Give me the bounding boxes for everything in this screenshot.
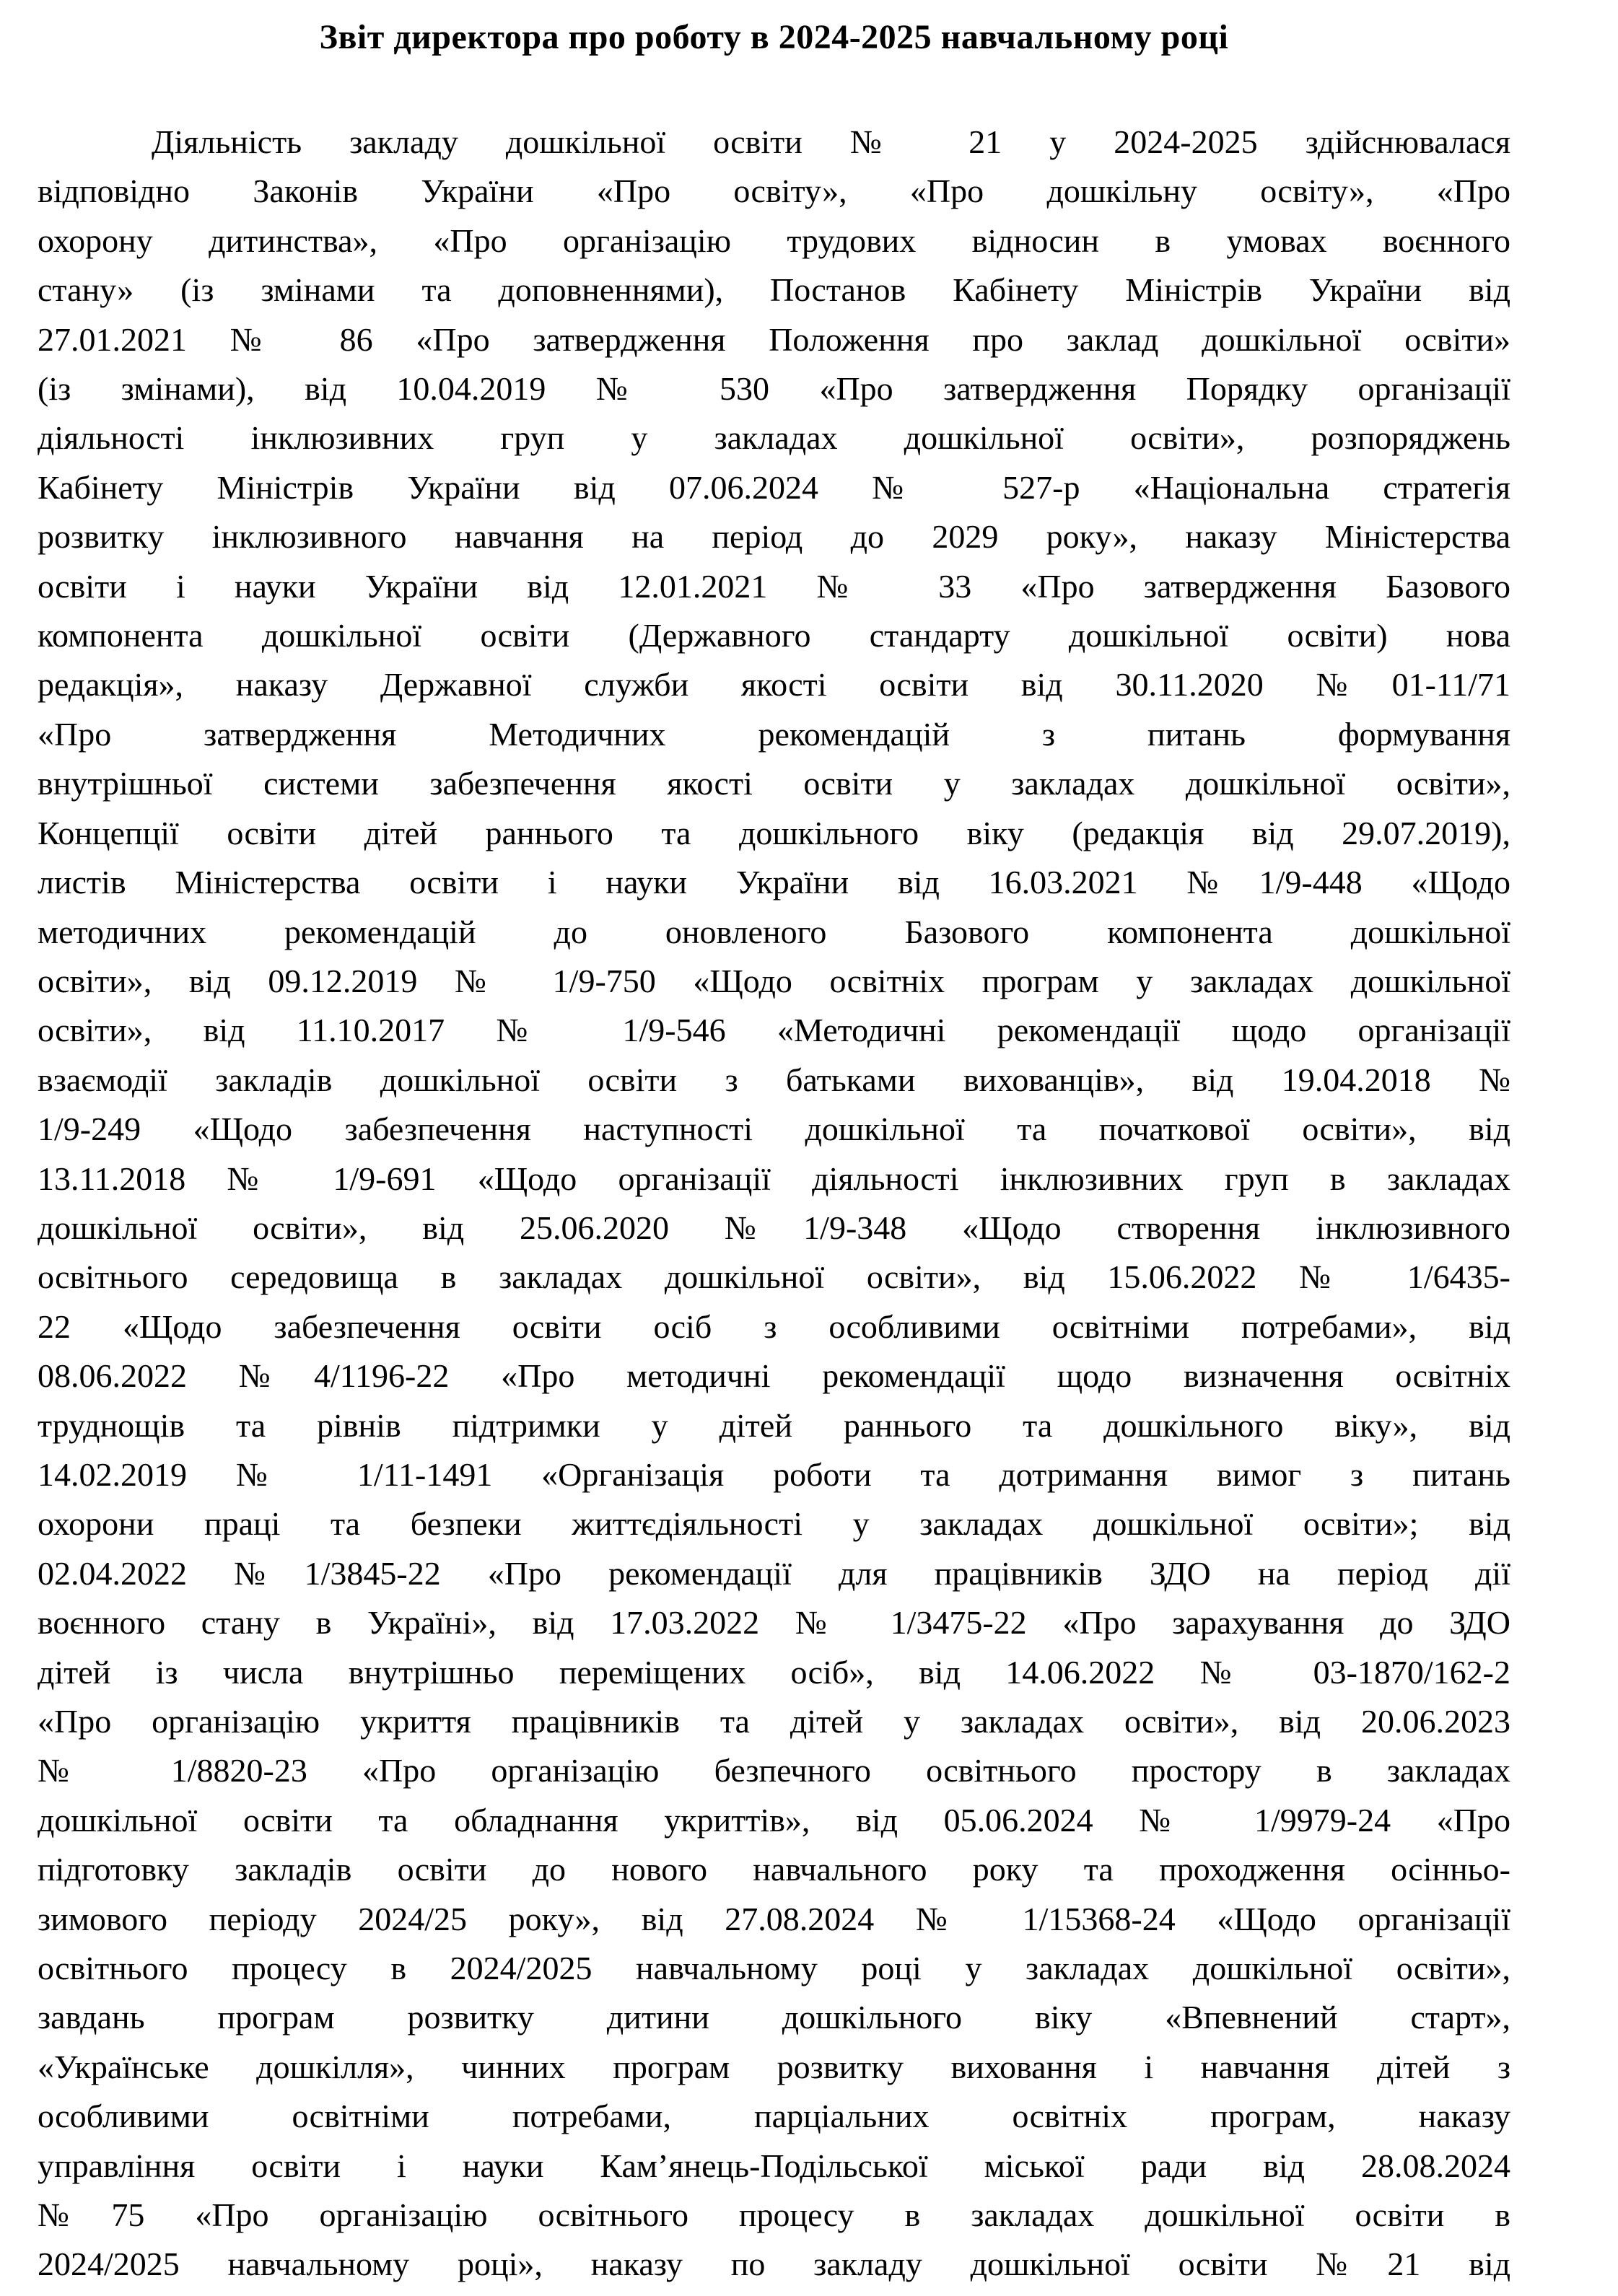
paragraph-line: 13.11.2018 № 1/9-691 «Щодо організації діяльності інклюзивних груп в закладах [38, 1160, 1510, 1197]
paragraph-line: освіти», від 11.10.2017 № 1/9-546 «Методичні рекомендації щодо організації [38, 1012, 1510, 1049]
paragraph-line: особливими освітніми потребами, парціальних освітніх програм, наказу [38, 2098, 1510, 2135]
paragraph-line: редакція», наказу Державної служби якості освіти від 30.11.2020 №01-11/71 [38, 666, 1510, 704]
paragraph-line: взаємодії закладів дошкільної освіти з батьками вихованців», від 19.04.2018 № [38, 1061, 1510, 1098]
paragraph-line: освітнього середовища в закладах дошкільної освіти», від 15.06.2022 № 1/6435- [38, 1258, 1510, 1296]
paragraph-line: труднощів та рівнів підтримки у дітей раннього та дошкільного віку», від [38, 1406, 1510, 1444]
paragraph-line: методичних рекомендацій до оновленого Базового компонента дошкільної [38, 913, 1510, 950]
paragraph-line: Концепції освіти дітей раннього та дошкільного віку (редакція від 29.07.2019), [38, 814, 1510, 851]
paragraph-line: розвитку інклюзивного навчання на період до 2029 року», наказу Міністерства [38, 518, 1510, 556]
paragraph-line: 1/9-249 «Щодо забезпечення наступності дошкільної та початкової освіти», від [38, 1110, 1510, 1148]
paragraph-line: охорону дитинства», «Про організацію трудових відносин в умовах воєнного [38, 222, 1510, 259]
paragraph-line: (із змінами), від 10.04.2019 № 530 «Про затвердження Порядку організації [38, 370, 1510, 408]
paragraph-line: Кабінету Міністрів України від 07.06.2024 № 527-р «Національна стратегія [38, 468, 1510, 506]
paragraph-line: дітей із числа внутрішньо переміщених осіб», від 14.06.2022 № 03-1870/162-2 [38, 1653, 1510, 1691]
paragraph-line: воєнного стану в Україні», від 17.03.2022 № 1/3475-22 «Про зарахування до ЗДО [38, 1604, 1510, 1642]
paragraph-line: 2024/2025 навчальному році», наказу по закладу дошкільної освіти №21 від [38, 2245, 1510, 2283]
paragraph-line: освіти», від 09.12.2019 № 1/9-750 «Щодо освітніх програм у закладах дошкільної [38, 962, 1510, 999]
paragraph-line: внутрішньої системи забезпечення якості освіти у закладах дошкільної освіти», [38, 765, 1510, 802]
paragraph-line: № 1/8820-23 «Про організацію безпечного освітнього простору в закладах [38, 1752, 1510, 1789]
paragraph-line: зимового періоду 2024/25 року», від 27.08.2024 № 1/15368-24 «Щодо організації [38, 1900, 1510, 1937]
paragraph-line: 27.01.2021 № 86 «Про затвердження Положення про заклад дошкільної освіти» [38, 320, 1510, 358]
paragraph-line: компонента дошкільної освіти (Державного стандарту дошкільної освіти) нова [38, 617, 1510, 654]
paragraph-line: діяльності інклюзивних груп у закладах дошкільної освіти», розпоряджень [38, 419, 1510, 457]
paragraph-line: №75 «Про організацію освітнього процесу в закладах дошкільної освіти в [38, 2196, 1510, 2234]
paragraph-line: підготовку закладів освіти до нового навчального року та проходження осінньо- [38, 1851, 1510, 1888]
report-title: Звіт директора про роботу в 2024-2025 навчальному році [319, 18, 1229, 56]
paragraph-line: відповідно Законів України «Про освіту», «Про дошкільну освіту», «Про [38, 172, 1510, 210]
paragraph-line: Діяльність закладу дошкільної освіти № 21 у 2024-2025 здійснювалася [152, 123, 1510, 160]
paragraph-line: «Українське дошкілля», чинних програм розвитку виховання і навчання дітей з [38, 2048, 1510, 2085]
paragraph-line: листів Міністерства освіти і науки України від 16.03.2021 №1/9-448 «Щодо [38, 864, 1510, 901]
paragraph-line: дошкільної освіти та обладнання укриттів», від 05.06.2024 № 1/9979-24 «Про [38, 1801, 1510, 1839]
paragraph-line: дошкільної освіти», від 25.06.2020 №1/9-348 «Щодо створення інклюзивного [38, 1209, 1510, 1246]
paragraph-line: 14.02.2019 № 1/11-1491 «Організація роботи та дотримання вимог з питань [38, 1455, 1510, 1493]
paragraph-line: завдань програм розвитку дитини дошкільного віку «Впевнений старт», [38, 1999, 1510, 2036]
paragraph-line: 08.06.2022 №4/1196-22 «Про методичні рекомендації щодо визначення освітніх [38, 1357, 1510, 1395]
report-paragraph [38, 118, 1510, 2290]
paragraph-line: освіти і науки України від 12.01.2021 № 33 «Про затвердження Базового [38, 567, 1510, 605]
paragraph-line: охорони праці та безпеки життєдіяльності у закладах дошкільної освіти»; від [38, 1505, 1510, 1543]
paragraph-line: 22 «Щодо забезпечення освіти осіб з особливими освітніми потребами», від [38, 1307, 1510, 1345]
paragraph-line: управління освіти і науки Кам’янець-Подільської міської ради від 28.08.2024 [38, 2147, 1510, 2184]
paragraph-line: «Про організацію укриття працівників та дітей у закладах освіти», від 20.06.2023 [38, 1703, 1510, 1740]
paragraph-line: освітнього процесу в 2024/2025 навчальному році у закладах дошкільної освіти», [38, 1950, 1510, 1987]
paragraph-line: стану» (із змінами та доповненнями), Постанов Кабінету Міністрів України від [38, 271, 1510, 309]
paragraph-line: 02.04.2022 №1/3845-22 «Про рекомендації для працівників ЗДО на період дії [38, 1554, 1510, 1592]
paragraph-line: «Про затвердження Методичних рекомендацій з питань формування [38, 715, 1510, 753]
